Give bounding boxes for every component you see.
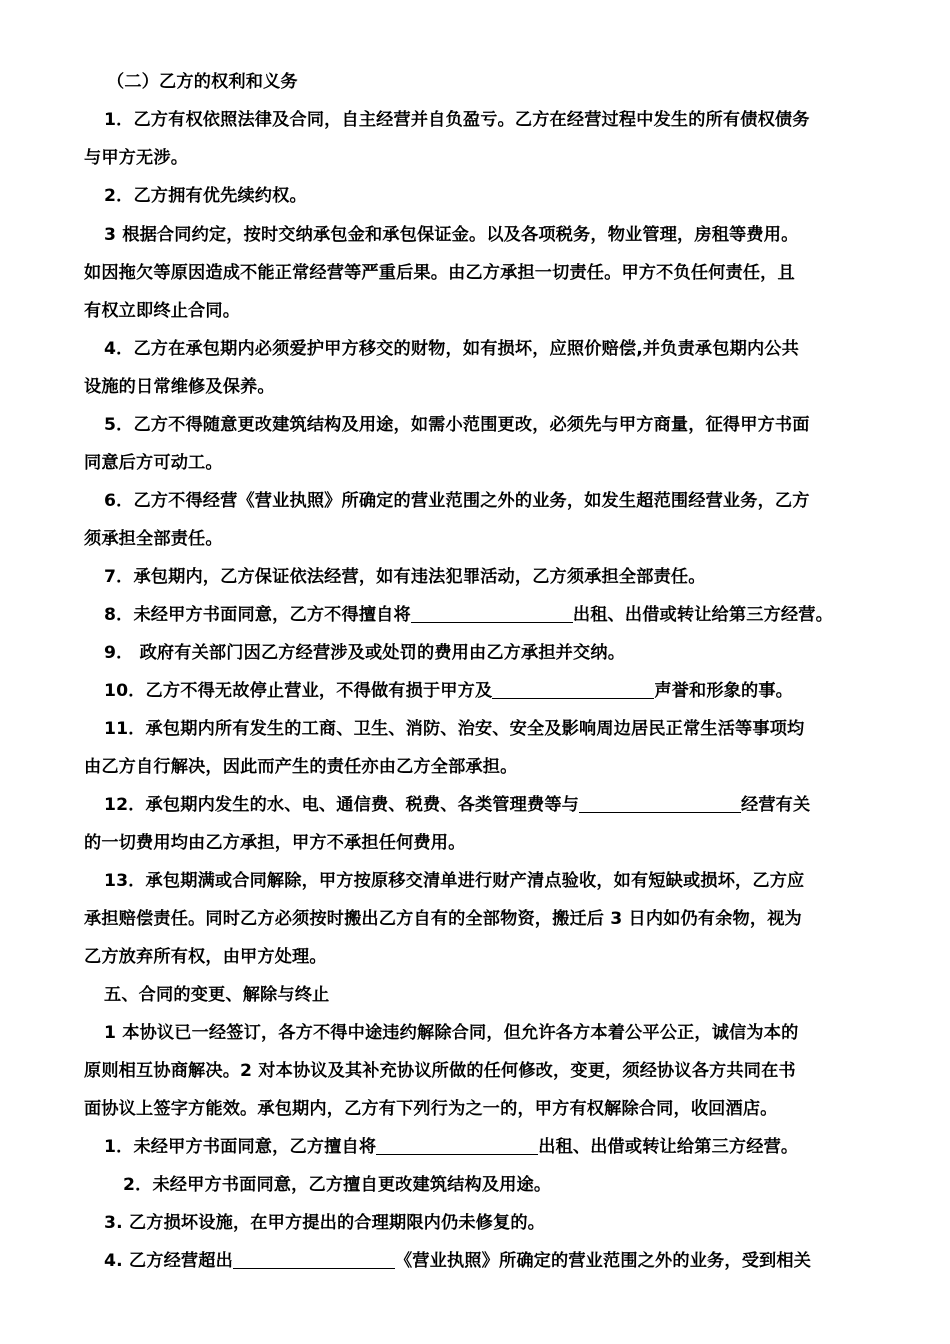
clause-text: 面协议上签字方能效。承包期内，乙方有下列行为之一的，甲方有权解除合同，收回酒店。 bbox=[84, 1099, 778, 1119]
clause-text: 由乙方自行解决，因此而产生的责任亦由乙方全部承担。 bbox=[84, 757, 518, 777]
clause-4-line-2 bbox=[84, 368, 275, 406]
clause-text: 有权立即终止合同。 bbox=[84, 301, 241, 321]
clause-text: 原则相互协商解决。2 对本协议及其补充协议所做的任何修改，变更，须经协议各方共同在书 bbox=[84, 1061, 796, 1081]
clause-8 bbox=[104, 596, 833, 634]
termination-item-1 bbox=[104, 1128, 798, 1166]
clause-text: 4．乙方在承包期内必须爱护甲方移交的财物，如有损坏，应照价赔偿,并负责承包期内公共 bbox=[104, 339, 799, 359]
clause-text: 承担赔偿责任。同时乙方必须按时搬出乙方自有的全部物资，搬迁后 3 日内如仍有余物，视为 bbox=[84, 909, 802, 929]
clause-5-line-1 bbox=[104, 406, 810, 444]
blank-fill-line bbox=[233, 1250, 395, 1269]
clause-text: 如因拖欠等原因造成不能正常经营等严重后果。由乙方承担一切责任。甲方不负任何责任，且 bbox=[84, 263, 795, 283]
clause-text: 乙方放弃所有权，由甲方处理。 bbox=[84, 947, 327, 967]
clause-text: 须承担全部责任。 bbox=[84, 529, 223, 549]
clause-text: 同意后方可动工。 bbox=[84, 453, 223, 473]
blank-fill-line bbox=[376, 1136, 538, 1155]
termination-item-2 bbox=[123, 1166, 551, 1204]
clause-1-line-2 bbox=[84, 139, 188, 177]
clause-text: 9． 政府有关部门因乙方经营涉及或处罚的费用由乙方承担并交纳。 bbox=[104, 643, 626, 663]
clause-13-line-1 bbox=[104, 862, 804, 900]
clause-3-line-3 bbox=[84, 292, 240, 330]
clause-12-line-1 bbox=[104, 786, 810, 824]
clause-text: 7．承包期内，乙方保证依法经营，如有违法犯罪活动，乙方须承担全部责任。 bbox=[104, 567, 706, 587]
blank-fill-line bbox=[579, 794, 741, 813]
section-heading-text: 五、合同的变更、解除与终止 bbox=[104, 985, 330, 1005]
clause-7 bbox=[104, 558, 706, 596]
clause-5-line-2 bbox=[84, 444, 223, 482]
clause-1-line-1 bbox=[104, 101, 810, 139]
section-heading-text: （二）乙方的权利和义务 bbox=[107, 72, 298, 92]
clause-text: 声誉和形象的事。 bbox=[654, 681, 794, 701]
clause-6-line-1 bbox=[104, 482, 810, 520]
clause-text: 6．乙方不得经营《营业执照》所确定的营业范围之外的业务，如发生超范围经营业务，乙方 bbox=[104, 491, 810, 511]
clause-text: 3 根据合同约定，按时交纳承包金和承包保证金。以及各项税务，物业管理，房租等费用。 bbox=[104, 225, 799, 245]
clause-text: 2．未经甲方书面同意，乙方擅自更改建筑结构及用途。 bbox=[123, 1175, 552, 1195]
termination-para-line-3 bbox=[84, 1090, 778, 1128]
clause-text: 与甲方无涉。 bbox=[84, 148, 189, 168]
section-five-heading bbox=[104, 976, 329, 1014]
clause-3-line-2 bbox=[84, 254, 795, 292]
clause-text: 12．承包期内发生的水、电、通信费、税费、各类管理费等与 bbox=[104, 795, 579, 815]
termination-item-3 bbox=[104, 1204, 545, 1242]
blank-fill-line bbox=[492, 680, 654, 699]
clause-4-line-1 bbox=[104, 330, 799, 368]
clause-13-line-2 bbox=[84, 900, 802, 938]
clause-text: 的一切费用均由乙方承担，甲方不承担任何费用。 bbox=[84, 833, 466, 853]
clause-9 bbox=[104, 634, 625, 672]
clause-text: 1．乙方有权依照法律及合同，自主经营并自负盈亏。乙方在经营过程中发生的所有债权债务 bbox=[104, 110, 810, 130]
clause-text: 设施的日常维修及保养。 bbox=[84, 377, 275, 397]
clause-text: 8．未经甲方书面同意，乙方不得擅自将 bbox=[104, 605, 411, 625]
clause-2 bbox=[104, 177, 307, 215]
clause-13-line-3 bbox=[84, 938, 327, 976]
clause-text: 2．乙方拥有优先续约权。 bbox=[104, 186, 307, 206]
termination-para-line-2 bbox=[84, 1052, 796, 1090]
clause-text: 10．乙方不得无故停止营业，不得做有损于甲方及 bbox=[104, 681, 493, 701]
clause-11-line-1 bbox=[104, 710, 804, 748]
clause-10 bbox=[104, 672, 793, 710]
clause-text: 经营有关 bbox=[741, 795, 811, 815]
clause-text: 5．乙方不得随意更改建筑结构及用途，如需小范围更改，必须先与甲方商量，征得甲方书面 bbox=[104, 415, 810, 435]
termination-item-4 bbox=[104, 1242, 811, 1280]
clause-text: 13．承包期满或合同解除，甲方按原移交清单进行财产清点验收，如有短缺或损坏，乙方应 bbox=[104, 871, 805, 891]
clause-11-line-2 bbox=[84, 748, 517, 786]
clause-text: 11．承包期内所有发生的工商、卫生、消防、治安、安全及影响周边居民正常生活等事项均 bbox=[104, 719, 805, 739]
blank-fill-line bbox=[411, 604, 573, 623]
clause-text: 1．未经甲方书面同意，乙方擅自将 bbox=[104, 1137, 377, 1157]
termination-para-line-1 bbox=[104, 1014, 798, 1052]
clause-12-line-2 bbox=[84, 824, 465, 862]
clause-text: 1 本协议已一经签订，各方不得中途违约解除合同，但允许各方本着公平公正，诚信为本的 bbox=[104, 1023, 799, 1043]
clause-text: 4. 乙方经营超出 bbox=[104, 1251, 233, 1271]
clause-6-line-2 bbox=[84, 520, 223, 558]
clause-text: 3. 乙方损坏设施，在甲方提出的合理期限内仍未修复的。 bbox=[104, 1213, 546, 1233]
section-heading bbox=[107, 63, 298, 101]
clause-text: 出租、出借或转让给第三方经营。 bbox=[538, 1137, 799, 1157]
clause-text: 出租、出借或转让给第三方经营。 bbox=[572, 605, 833, 625]
clause-3-line-1 bbox=[104, 216, 798, 254]
clause-text: 《营业执照》所确定的营业范围之外的业务，受到相关 bbox=[394, 1251, 812, 1271]
